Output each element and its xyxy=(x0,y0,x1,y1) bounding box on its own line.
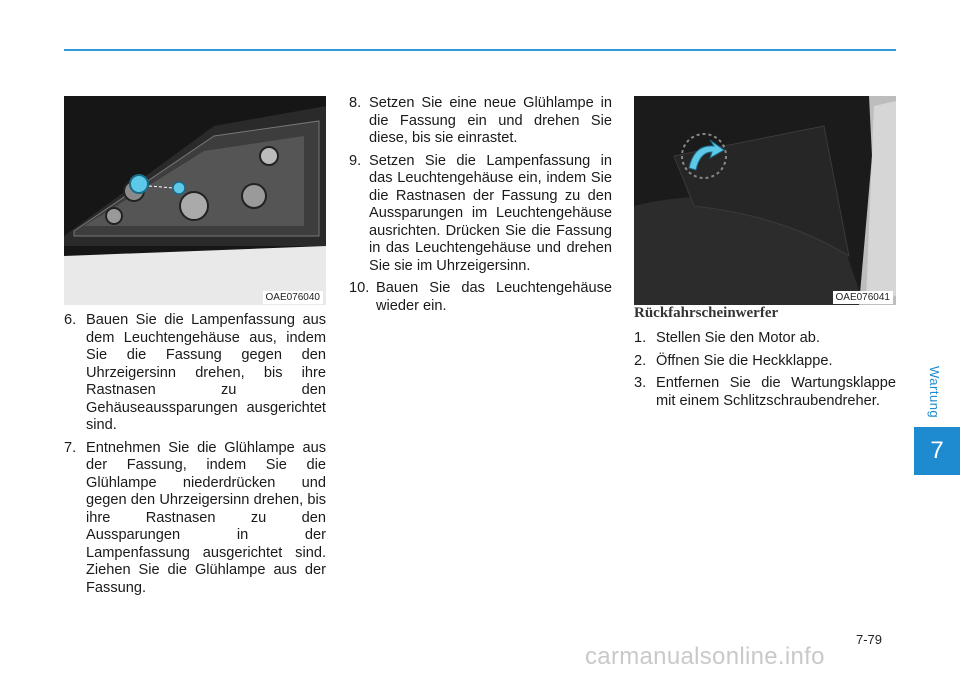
list-item xyxy=(634,353,896,371)
step-text: Bauen Sie das Leuchtengehäuse wieder ein. xyxy=(376,280,612,314)
step-text: Entfernen Sie die Wartungsklappe mit einem Schlitzschraubendreher. xyxy=(656,375,896,409)
trunk-figure xyxy=(634,96,896,305)
step-number: 1. xyxy=(634,330,647,346)
chapter-tab: 7 xyxy=(914,427,960,475)
step-text: Setzen Sie die Lampenfassung in das Leuchtengehäuse ein, indem Sie die Rastnasen der Fassung zu den Aussparungen im Leuchtengehäuse ausrichten. Drücken Sie die Fassung in das Leuchtengehäuse und drehen Sie sie im Uhrzeigersinn. xyxy=(369,152,612,274)
steps-column-2 xyxy=(349,95,612,320)
step-number: 3. xyxy=(634,375,647,391)
list-item xyxy=(634,330,896,348)
steps-column-1 xyxy=(64,312,326,602)
watermark: carmanualsonline.info xyxy=(585,643,825,670)
list-item xyxy=(64,312,326,435)
list-item xyxy=(349,280,612,315)
section-title: Rückfahrscheinwerfer xyxy=(634,305,779,321)
step-number: 7. xyxy=(64,439,77,456)
section-label: Wartung xyxy=(927,366,942,419)
step-text: Öffnen Sie die Heckklappe. xyxy=(656,352,833,369)
tail-lamp-bulb-illustration xyxy=(64,96,326,305)
page-number: 7-79 xyxy=(856,632,883,647)
step-text: Setzen Sie eine neue Glühlampe in die Fassung ein und drehen Sie diese, bis sie einrastet. xyxy=(369,95,612,146)
figure-code-left: OAE076040 xyxy=(263,291,324,304)
tail-lamp-figure xyxy=(64,96,326,305)
header-rule xyxy=(64,49,896,51)
trunk-service-cover-illustration xyxy=(634,96,896,305)
step-number: 9. xyxy=(349,152,362,169)
list-item xyxy=(349,153,612,276)
step-text: Stellen Sie den Motor ab. xyxy=(656,330,820,346)
step-number: 6. xyxy=(64,312,77,328)
step-text: Bauen Sie die Lampenfassung aus dem Leuchtengehäuse aus, indem Sie die Fassung gegen den Uhrzeigersinn drehen, bis ihre Rastnasen zu den Gehäuseaussparungen ausgerichtet sind. xyxy=(86,312,326,433)
list-item xyxy=(64,440,326,598)
figure-code-right: OAE076041 xyxy=(833,291,894,304)
step-number: 10. xyxy=(349,280,370,296)
steps-column-3 xyxy=(634,330,896,415)
list-item xyxy=(349,95,612,148)
step-number: 8. xyxy=(349,95,362,111)
step-text: Entnehmen Sie die Glühlampe aus der Fassung, indem Sie die Glühlampe niederdrücken und gegen den Uhrzeigersinn drehen, bis ihre Rastnasen zu den Aussparungen in der Lampenfassung ausgerichtet sind. Ziehen Sie die Glühlampe aus der Fassung. xyxy=(86,439,326,596)
step-number: 2. xyxy=(634,352,647,369)
list-item xyxy=(634,375,896,410)
